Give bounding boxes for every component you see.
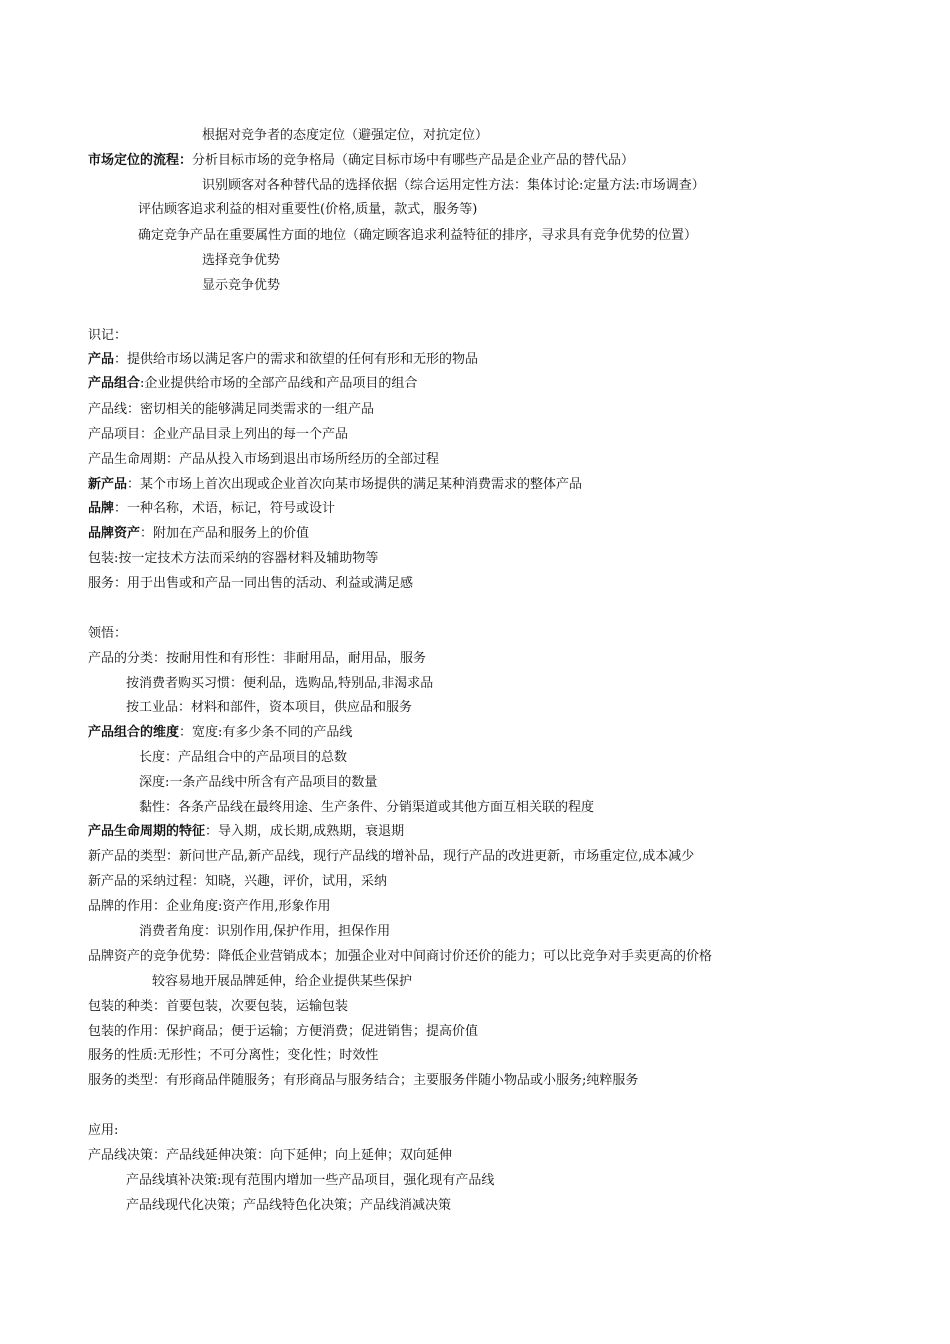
recall-brand-text: ：一种名称，术语，标记，符号或设计: [114, 501, 336, 516]
understand-class-1: 产品的分类：按耐用性和有形性：非耐用品，耐用品，服务: [88, 651, 427, 666]
understand-plc-label: 产品生命周期的特征: [88, 824, 206, 839]
recall-equity-label: 品牌资产: [88, 526, 141, 541]
positioning-line-7: 显示竞争优势: [202, 278, 281, 293]
understand-service-types: 服务的类型：有形商品伴随服务；有形商品与服务结合；主要服务伴随小物品或小服务;纯粹服务: [88, 1073, 639, 1088]
recall-product: [88, 350, 478, 370]
positioning-line-3: 识别顾客对各种替代品的选择依据（综合运用定性方法：集体讨论:定量方法:市场调查）: [202, 178, 705, 193]
positioning-process-text: 分析目标市场的竞争格局（确定目标市场中有哪些产品是企业产品的替代品）: [192, 153, 635, 168]
recall-service: 服务：用于出售或和产品一同出售的活动、利益或满足感: [88, 576, 414, 591]
apply-line-1: 产品线决策：产品线延伸决策：向下延伸；向上延伸；双向延伸: [88, 1148, 453, 1163]
recall-product-line: 产品线：密切相关的能够满足同类需求的一组产品: [88, 402, 375, 417]
recall-mix-label: 产品组合: [88, 376, 141, 391]
recall-equity-text: ：附加在产品和服务上的价值: [140, 526, 310, 541]
recall-new-product: [88, 475, 582, 495]
understand-adoption: 新产品的采纳过程：知晓，兴趣，评价，试用，采纳: [88, 874, 388, 889]
understand-pack-roles: 包装的作用：保护商品；便于运输；方便消费；促进销售；提高价值: [88, 1024, 479, 1039]
apply-line-3: 产品线现代化决策；产品线特色化决策；产品线消减决策: [126, 1198, 452, 1213]
understand-heading: 领悟：: [88, 626, 128, 641]
understand-plc-text: ：导入期，成长期,成熟期，衰退期: [205, 824, 405, 839]
recall-brand-label: 品牌: [88, 501, 115, 516]
recall-equity: [88, 524, 309, 544]
understand-brand-role-1: 品牌的作用：企业角度:资产作用,形象作用: [88, 899, 331, 914]
understand-brand-role-2: 消费者角度：识别作用,保护作用，担保作用: [139, 924, 391, 939]
apply-line-2: 产品线填补决策:现有范围内增加一些产品项目，强化现有产品线: [126, 1173, 495, 1188]
positioning-line-5: 确定竞争产品在重要属性方面的地位（确定顾客追求利益特征的排序，寻求具有竞争优势的位置）: [138, 228, 698, 243]
understand-service-nature: 服务的性质:无形性；不可分离性；变化性；时效性: [88, 1048, 379, 1063]
understand-dim-depth: 深度:一条产品线中所含有产品项目的数量: [139, 775, 378, 790]
understand-dimension: [88, 723, 352, 743]
understand-class-3: 按工业品：材料和部件，资本项目，供应品和服务: [126, 700, 413, 715]
recall-brand: [88, 499, 335, 519]
recall-product-item: 产品项目：企业产品目录上列出的每一个产品: [88, 427, 349, 442]
understand-class-2: 按消费者购买习惯：便利品，选购品,特别品,非渴求品: [126, 676, 434, 691]
recall-new-label: 新产品: [88, 477, 128, 492]
positioning-process-label: 市场定位的流程: [88, 153, 180, 168]
positioning-process-colon: ：: [179, 153, 193, 168]
positioning-line-6: 选择竞争优势: [202, 253, 281, 268]
recall-new-text: ：某个市场上首次出现或企业首次向某市场提供的满足某种消费需求的整体产品: [127, 477, 583, 492]
understand-new-types: 新产品的类型：新问世产品,新产品线，现行产品线的增补品，现行产品的改进更新，市场重定位,成本减少: [88, 849, 695, 864]
apply-heading: 应用:: [88, 1123, 119, 1138]
understand-pack-types: 包装的种类：首要包装，次要包装，运输包装: [88, 999, 349, 1014]
understand-equity-adv-1: 品牌资产的竞争优势：降低企业营销成本；加强企业对中间商讨价还价的能力；可以比竞争对手卖更高的价格: [88, 949, 713, 964]
understand-dim-label: 产品组合的维度: [88, 725, 180, 740]
positioning-line-4: 评估顾客追求利益的相对重要性(价格,质量，款式，服务等): [138, 202, 478, 217]
recall-package: 包装:按一定技术方法而采纳的容器材料及辅助物等: [88, 551, 379, 566]
positioning-process-line: [88, 151, 634, 171]
recall-lifecycle: 产品生命周期：产品从投入市场到退出市场所经历的全部过程: [88, 452, 440, 467]
understand-dim-text: ：宽度:有多少条不同的产品线: [179, 725, 353, 740]
understand-equity-adv-2: 较容易地开展品牌延伸，给企业提供某些保护: [152, 974, 413, 989]
understand-dim-consistency: 黏性：各条产品线在最终用途、生产条件、分销渠道或其他方面互相关联的程度: [139, 800, 595, 815]
recall-product-label: 产品: [88, 352, 115, 367]
understand-plc: [88, 822, 404, 842]
recall-product-text: ：提供给市场以满足客户的需求和欲望的任何有形和无形的物品: [114, 352, 479, 367]
positioning-line-1: 根据对竞争者的态度定位（避强定位，对抗定位）: [202, 128, 489, 143]
recall-heading: 识记：: [88, 328, 128, 343]
recall-mix: [88, 374, 417, 394]
recall-mix-text: :企业提供给市场的全部产品线和产品项目的组合: [140, 376, 418, 391]
understand-dim-length: 长度：产品组合中的产品项目的总数: [139, 750, 348, 765]
